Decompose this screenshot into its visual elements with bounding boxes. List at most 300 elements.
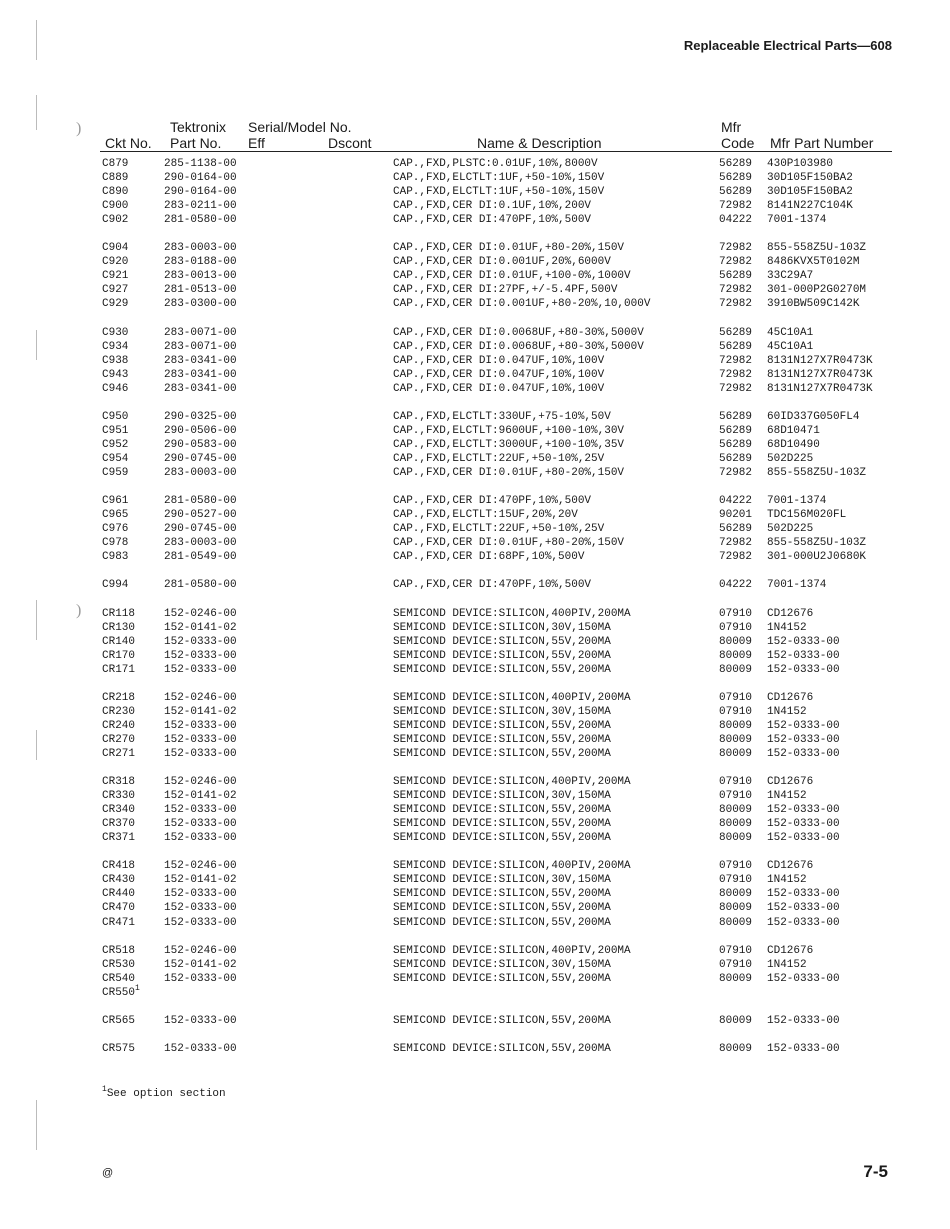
cell-ckt-no: CR430 <box>102 874 136 887</box>
cell-part-no: 152-0141-02 <box>164 874 237 887</box>
cell-ckt-no: C902 <box>102 214 129 227</box>
cell-part-no: 152-0333-00 <box>164 804 237 817</box>
cell-ckt-no: CR575 <box>102 1042 136 1055</box>
table-row <box>0 607 950 621</box>
cell-part-no: 152-0141-02 <box>164 790 237 803</box>
cell-mfr-part-number: 7001-1374 <box>767 579 827 592</box>
cell-mfr-part-number: CD12676 <box>767 607 814 620</box>
cell-ckt-no: CR370 <box>102 818 136 831</box>
margin-paren: ) <box>76 602 82 619</box>
cell-mfr-code: 07910 <box>719 691 753 704</box>
cell-description: SEMICOND DEVICE:SILICON,30V,150MA <box>393 874 611 887</box>
cell-ckt-no: C879 <box>102 158 129 170</box>
cell-ckt-no: CR171 <box>102 663 136 676</box>
cell-part-no: 290-0164-00 <box>164 172 237 185</box>
cell-ckt-no: C904 <box>102 242 129 255</box>
footnote-mark: 1 <box>102 1085 107 1094</box>
table-row <box>0 663 950 677</box>
cell-mfr-part-number: CD12676 <box>767 691 814 704</box>
cell-mfr-part-number: 1N4152 <box>767 705 807 718</box>
cell-mfr-part-number: 1N4152 <box>767 621 807 634</box>
cell-part-no: 290-0583-00 <box>164 438 237 451</box>
cell-description: CAP.,FXD,ELCTLT:9600UF,+100-10%,30V <box>393 424 625 437</box>
cell-ckt-no: C946 <box>102 382 129 395</box>
cell-mfr-code: 56289 <box>719 270 753 283</box>
cell-description: CAP.,FXD,ELCTLT:3000UF,+100-10%,35V <box>393 438 625 451</box>
cell-mfr-code: 80009 <box>719 1014 753 1027</box>
table-row <box>0 255 950 269</box>
cell-description: CAP.,FXD,PLSTC:0.01UF,10%,8000V <box>393 158 598 170</box>
cell-ckt-no: CR518 <box>102 944 136 957</box>
cell-mfr-part-number: 30D105F150BA2 <box>767 172 853 185</box>
cell-part-no: 152-0246-00 <box>164 944 237 957</box>
table-row <box>0 382 950 396</box>
table-row <box>0 368 950 382</box>
page-number: 7-5 <box>863 1162 888 1181</box>
table-row <box>0 621 950 635</box>
table-row <box>0 944 950 958</box>
cell-description: SEMICOND DEVICE:SILICON,55V,200MA <box>393 832 611 845</box>
cell-description: CAP.,FXD,ELCTLT:22UF,+50-10%,25V <box>393 523 605 536</box>
cell-part-no: 283-0341-00 <box>164 354 237 367</box>
cell-part-no: 152-0333-00 <box>164 733 237 746</box>
cell-ckt-no: CR318 <box>102 776 136 789</box>
table-row <box>0 733 950 747</box>
table-row <box>0 873 950 887</box>
cell-mfr-code: 04222 <box>719 214 753 227</box>
cell-mfr-part-number: 1N4152 <box>767 958 807 971</box>
cell-part-no: 283-0003-00 <box>164 242 237 255</box>
cell-part-no: 152-0333-00 <box>164 818 237 831</box>
cell-part-no: 152-0333-00 <box>164 649 237 662</box>
table-row <box>0 536 950 550</box>
cell-mfr-part-number: 7001-1374 <box>767 214 827 227</box>
cell-part-no: 281-0580-00 <box>164 495 237 508</box>
cell-ckt-no: CR140 <box>102 635 136 648</box>
col-mfr-part: Mfr Part Number <box>770 135 874 151</box>
cell-mfr-code: 04222 <box>719 495 753 508</box>
cell-description: SEMICOND DEVICE:SILICON,55V,200MA <box>393 888 611 901</box>
cell-part-no: 281-0513-00 <box>164 284 237 297</box>
cell-ckt-no: C930 <box>102 326 129 339</box>
cell-part-no: 283-0071-00 <box>164 340 237 353</box>
cell-mfr-part-number: 152-0333-00 <box>767 649 840 662</box>
cell-part-no: 152-0141-02 <box>164 958 237 971</box>
cell-part-no: 152-0246-00 <box>164 776 237 789</box>
cell-description: SEMICOND DEVICE:SILICON,55V,200MA <box>393 972 611 985</box>
cell-mfr-code: 80009 <box>719 888 753 901</box>
cell-mfr-code: 56289 <box>719 340 753 353</box>
cell-description: SEMICOND DEVICE:SILICON,55V,200MA <box>393 733 611 746</box>
cell-description: CAP.,FXD,CER DI:0.1UF,10%,200V <box>393 200 592 213</box>
cell-ckt-no: C994 <box>102 579 129 592</box>
footnote-text: See option section <box>106 1088 226 1100</box>
cell-mfr-code: 80009 <box>719 832 753 845</box>
margin-mark <box>36 20 37 60</box>
cell-mfr-code: 80009 <box>719 818 753 831</box>
cell-description: SEMICOND DEVICE:SILICON,55V,200MA <box>393 649 611 662</box>
cell-part-no: 152-0333-00 <box>164 1042 237 1055</box>
cell-mfr-code: 80009 <box>719 719 753 732</box>
table-row <box>0 775 950 789</box>
cell-description: CAP.,FXD,ELCTLT:22UF,+50-10%,25V <box>393 452 605 465</box>
cell-description: SEMICOND DEVICE:SILICON,55V,200MA <box>393 804 611 817</box>
cell-ckt-no: CR271 <box>102 747 136 760</box>
cell-mfr-code: 56289 <box>719 438 753 451</box>
cell-mfr-code: 80009 <box>719 747 753 760</box>
table-row <box>0 649 950 663</box>
cell-description: CAP.,FXD,CER DI:0.047UF,10%,100V <box>393 354 605 367</box>
cell-mfr-code: 72982 <box>719 354 753 367</box>
cell-part-no: 152-0333-00 <box>164 902 237 915</box>
cell-part-no: 283-0341-00 <box>164 382 237 395</box>
table-row <box>0 1042 950 1056</box>
cell-mfr-code: 07910 <box>719 790 753 803</box>
cell-ckt-no: CR340 <box>102 804 136 817</box>
table-row <box>0 635 950 649</box>
cell-description: SEMICOND DEVICE:SILICON,30V,150MA <box>393 621 611 634</box>
cell-part-no: 152-0333-00 <box>164 832 237 845</box>
table-row <box>0 508 950 522</box>
cell-description: CAP.,FXD,ELCTLT:330UF,+75-10%,50V <box>393 410 611 423</box>
cell-ckt-no: CR540 <box>102 972 136 985</box>
table-row <box>0 578 950 592</box>
cell-mfr-code: 07910 <box>719 944 753 957</box>
cell-ckt-no: C934 <box>102 340 129 353</box>
cell-mfr-part-number: 430P103980 <box>767 158 834 170</box>
cell-mfr-part-number: 152-0333-00 <box>767 1014 840 1027</box>
table-row <box>0 916 950 930</box>
footnote <box>102 1085 226 1100</box>
cell-mfr-code: 56289 <box>719 523 753 536</box>
cell-mfr-code: 80009 <box>719 635 753 648</box>
cell-description: SEMICOND DEVICE:SILICON,55V,200MA <box>393 635 611 648</box>
cell-ckt-no: C950 <box>102 410 129 423</box>
table-row <box>0 958 950 972</box>
cell-description: SEMICOND DEVICE:SILICON,30V,150MA <box>393 790 611 803</box>
cell-ckt-no: CR330 <box>102 790 136 803</box>
cell-mfr-code: 56289 <box>719 172 753 185</box>
cell-description: SEMICOND DEVICE:SILICON,55V,200MA <box>393 902 611 915</box>
cell-mfr-code: 56289 <box>719 452 753 465</box>
cell-mfr-part-number: 8141N227C104K <box>767 200 853 213</box>
cell-part-no: 152-0246-00 <box>164 607 237 620</box>
cell-description: SEMICOND DEVICE:SILICON,400PIV,200MA <box>393 691 631 704</box>
cell-ckt-no: $CR550^1$ <box>102 983 140 999</box>
cell-part-no: 283-0003-00 <box>164 537 237 550</box>
cell-part-no: 152-0333-00 <box>164 1014 237 1027</box>
cell-ckt-no: C929 <box>102 298 129 311</box>
cell-part-no: 281-0549-00 <box>164 551 237 564</box>
cell-mfr-part-number: 8131N127X7R0473K <box>767 354 873 367</box>
cell-ckt-no: CR270 <box>102 733 136 746</box>
cell-mfr-part-number: 152-0333-00 <box>767 818 840 831</box>
cell-description: CAP.,FXD,CER DI:0.01UF,+80-20%,150V <box>393 242 625 255</box>
cell-mfr-code: 72982 <box>719 298 753 311</box>
table-row <box>0 241 950 255</box>
cell-mfr-part-number: 30D105F150BA2 <box>767 186 853 199</box>
cell-description: CAP.,FXD,CER DI:0.01UF,+80-20%,150V <box>393 467 625 480</box>
cell-description: CAP.,FXD,ELCTLT:1UF,+50-10%,150V <box>393 172 605 185</box>
cell-part-no: 290-0325-00 <box>164 410 237 423</box>
cell-part-no: 290-0164-00 <box>164 186 237 199</box>
cell-mfr-code: 72982 <box>719 551 753 564</box>
cell-mfr-code: 07910 <box>719 621 753 634</box>
cell-mfr-code: 80009 <box>719 663 753 676</box>
cell-part-no: 283-0013-00 <box>164 270 237 283</box>
cell-mfr-code: 04222 <box>719 579 753 592</box>
cell-mfr-code: 07910 <box>719 607 753 620</box>
cell-description: CAP.,FXD,CER DI:0.047UF,10%,100V <box>393 382 605 395</box>
cell-part-no: 281-0580-00 <box>164 214 237 227</box>
cell-part-no: 290-0745-00 <box>164 523 237 536</box>
cell-mfr-part-number: 502D225 <box>767 523 814 536</box>
cell-ckt-no: CR230 <box>102 705 136 718</box>
cell-mfr-part-number: 33C29A7 <box>767 270 814 283</box>
cell-mfr-part-number: 855-558Z5U-103Z <box>767 537 867 550</box>
cell-mfr-code: 72982 <box>719 200 753 213</box>
cell-description: CAP.,FXD,ELCTLT:15UF,20%,20V <box>393 509 578 522</box>
cell-description: CAP.,FXD,CER DI:0.047UF,10%,100V <box>393 368 605 381</box>
cell-mfr-part-number: 8131N127X7R0473K <box>767 368 873 381</box>
cell-mfr-part-number: 301-000U2J0680K <box>767 551 867 564</box>
cell-mfr-part-number: 152-0333-00 <box>767 902 840 915</box>
cell-mfr-code: 72982 <box>719 256 753 269</box>
cell-description: SEMICOND DEVICE:SILICON,55V,200MA <box>393 719 611 732</box>
table-row <box>0 410 950 424</box>
col-dscont: Dscont <box>328 135 372 151</box>
copyright-symbol: @ <box>102 1167 114 1179</box>
table-row <box>0 494 950 508</box>
table-row <box>0 817 950 831</box>
table-row <box>0 522 950 536</box>
cell-part-no: 152-0246-00 <box>164 860 237 873</box>
cell-mfr-part-number: 152-0333-00 <box>767 733 840 746</box>
cell-ckt-no: CR130 <box>102 621 136 634</box>
cell-ckt-no: CR471 <box>102 916 136 929</box>
cell-description: CAP.,FXD,CER DI:68PF,10%,500V <box>393 551 585 564</box>
cell-mfr-part-number: 855-558Z5U-103Z <box>767 467 867 480</box>
cell-mfr-part-number: 1N4152 <box>767 874 807 887</box>
cell-part-no: 152-0333-00 <box>164 663 237 676</box>
cell-part-no: 283-0003-00 <box>164 467 237 480</box>
parts-table <box>0 157 950 1056</box>
cell-description: SEMICOND DEVICE:SILICON,30V,150MA <box>393 958 611 971</box>
table-row <box>0 283 950 297</box>
cell-mfr-part-number: 60ID337G050FL4 <box>767 410 860 423</box>
table-row <box>0 1014 950 1028</box>
table-row <box>0 157 950 171</box>
cell-description: CAP.,FXD,CER DI:0.001UF,20%,6000V <box>393 256 611 269</box>
cell-description: CAP.,FXD,CER DI:0.01UF,+100-0%,1000V <box>393 270 631 283</box>
cell-mfr-code: 80009 <box>719 649 753 662</box>
cell-mfr-code: 80009 <box>719 916 753 929</box>
cell-mfr-code: 07910 <box>719 860 753 873</box>
table-row <box>0 297 950 311</box>
cell-ckt-no: CR170 <box>102 649 136 662</box>
cell-mfr-code: 56289 <box>719 186 753 199</box>
cell-part-no: 283-0071-00 <box>164 326 237 339</box>
cell-ckt-no: C927 <box>102 284 129 297</box>
cell-mfr-part-number: 152-0333-00 <box>767 747 840 760</box>
cell-part-no: 152-0333-00 <box>164 916 237 929</box>
cell-mfr-part-number: 152-0333-00 <box>767 916 840 929</box>
cell-description: CAP.,FXD,CER DI:470PF,10%,500V <box>393 214 592 227</box>
col-tek-part: Part No. <box>170 135 222 151</box>
table-row <box>0 424 950 438</box>
cell-mfr-code: 07910 <box>719 776 753 789</box>
cell-description: CAP.,FXD,CER DI:0.001UF,+80-20%,10,000V <box>393 298 651 311</box>
table-row <box>0 466 950 480</box>
col-tek-label: Tektronix <box>170 119 227 135</box>
table-row <box>0 747 950 761</box>
cell-mfr-code: 80009 <box>719 804 753 817</box>
cell-mfr-part-number: 301-000P2G0270M <box>767 284 867 297</box>
cell-mfr-part-number: CD12676 <box>767 944 814 957</box>
cell-part-no: 285-1138-00 <box>164 158 237 170</box>
table-row <box>0 859 950 873</box>
table-row <box>0 789 950 803</box>
cell-part-no: 152-0333-00 <box>164 635 237 648</box>
table-row <box>0 901 950 915</box>
cell-description: SEMICOND DEVICE:SILICON,400PIV,200MA <box>393 860 631 873</box>
table-row <box>0 887 950 901</box>
col-serial: Serial/Model No. <box>248 119 352 135</box>
table-row <box>0 705 950 719</box>
table-row <box>0 550 950 564</box>
cell-mfr-code: 72982 <box>719 537 753 550</box>
cell-mfr-part-number: 152-0333-00 <box>767 719 840 732</box>
table-row <box>0 185 950 199</box>
cell-part-no: 283-0341-00 <box>164 368 237 381</box>
cell-description: CAP.,FXD,CER DI:470PF,10%,500V <box>393 495 592 508</box>
cell-ckt-no: CR565 <box>102 1014 136 1027</box>
cell-ckt-no: CR240 <box>102 719 136 732</box>
margin-mark <box>36 95 37 130</box>
cell-description: CAP.,FXD,CER DI:470PF,10%,500V <box>393 579 592 592</box>
cell-mfr-code: 56289 <box>719 326 753 339</box>
cell-description: CAP.,FXD,CER DI:27PF,+/-5.4PF,500V <box>393 284 618 297</box>
cell-ckt-no: C954 <box>102 452 129 465</box>
cell-description: SEMICOND DEVICE:SILICON,55V,200MA <box>393 1014 611 1027</box>
cell-ckt-no: C921 <box>102 270 129 283</box>
cell-mfr-part-number: TDC156M020FL <box>767 509 847 522</box>
cell-ckt-no: CR218 <box>102 691 136 704</box>
margin-mark <box>36 1100 37 1150</box>
cell-mfr-code: 07910 <box>719 958 753 971</box>
col-eff: Eff <box>248 135 265 151</box>
table-row <box>0 340 950 354</box>
table-row <box>0 803 950 817</box>
cell-mfr-code: 56289 <box>719 424 753 437</box>
cell-ckt-no: C965 <box>102 509 129 522</box>
cell-mfr-part-number: CD12676 <box>767 860 814 873</box>
table-row <box>0 831 950 845</box>
cell-ckt-no: C890 <box>102 186 129 199</box>
cell-mfr-code: 80009 <box>719 1042 753 1055</box>
cell-part-no: 152-0333-00 <box>164 747 237 760</box>
cell-description: SEMICOND DEVICE:SILICON,55V,200MA <box>393 916 611 929</box>
cell-part-no: 152-0333-00 <box>164 972 237 985</box>
cell-mfr-code: 80009 <box>719 733 753 746</box>
cell-mfr-part-number: 45C10A1 <box>767 340 814 353</box>
cell-mfr-part-number: 152-0333-00 <box>767 804 840 817</box>
cell-mfr-code: 72982 <box>719 368 753 381</box>
cell-description: SEMICOND DEVICE:SILICON,30V,150MA <box>393 705 611 718</box>
cell-description: SEMICOND DEVICE:SILICON,55V,200MA <box>393 818 611 831</box>
cell-description: SEMICOND DEVICE:SILICON,55V,200MA <box>393 1042 611 1055</box>
cell-mfr-part-number: 152-0333-00 <box>767 888 840 901</box>
cell-mfr-part-number: 45C10A1 <box>767 326 814 339</box>
cell-part-no: 290-0527-00 <box>164 509 237 522</box>
table-row <box>0 983 950 1000</box>
cell-mfr-code: 07910 <box>719 874 753 887</box>
cell-mfr-part-number: 1N4152 <box>767 790 807 803</box>
cell-description: SEMICOND DEVICE:SILICON,400PIV,200MA <box>393 607 631 620</box>
cell-part-no: 283-0300-00 <box>164 298 237 311</box>
cell-mfr-part-number: 502D225 <box>767 452 814 465</box>
margin-paren: ) <box>76 120 82 137</box>
cell-description: CAP.,FXD,ELCTLT:1UF,+50-10%,150V <box>393 186 605 199</box>
cell-part-no: 290-0506-00 <box>164 424 237 437</box>
cell-mfr-part-number: 152-0333-00 <box>767 635 840 648</box>
cell-description: CAP.,FXD,CER DI:0.0068UF,+80-30%,5000V <box>393 326 644 339</box>
cell-part-no: 152-0333-00 <box>164 888 237 901</box>
col-mfr-code: Code <box>721 135 755 151</box>
cell-ckt-no: CR371 <box>102 832 136 845</box>
cell-ckt-no: CR470 <box>102 902 136 915</box>
cell-mfr-code: 90201 <box>719 509 753 522</box>
cell-mfr-code: 80009 <box>719 972 753 985</box>
cell-mfr-code: 07910 <box>719 705 753 718</box>
table-row <box>0 326 950 340</box>
table-row <box>0 171 950 185</box>
page-header: Replaceable Electrical Parts—608 <box>683 38 892 53</box>
footnote-ref: 1 <box>135 983 140 993</box>
cell-mfr-part-number: 152-0333-00 <box>767 832 840 845</box>
cell-ckt-no: CR530 <box>102 958 136 971</box>
cell-part-no: 152-0333-00 <box>164 719 237 732</box>
cell-mfr-part-number: 68D10490 <box>767 438 820 451</box>
cell-mfr-part-number: CD12676 <box>767 776 814 789</box>
cell-mfr-code: 56289 <box>719 410 753 423</box>
cell-part-no: 152-0141-02 <box>164 705 237 718</box>
cell-ckt-no: C889 <box>102 172 129 185</box>
cell-part-no: 283-0188-00 <box>164 256 237 269</box>
cell-mfr-part-number: 152-0333-00 <box>767 1042 840 1055</box>
table-row <box>0 199 950 213</box>
cell-ckt-no: C959 <box>102 467 129 480</box>
cell-mfr-code: 80009 <box>719 902 753 915</box>
cell-ckt-no: C938 <box>102 354 129 367</box>
cell-ckt-no: C978 <box>102 537 129 550</box>
cell-part-no: 152-0246-00 <box>164 691 237 704</box>
cell-mfr-code: 72982 <box>719 382 753 395</box>
table-row <box>0 452 950 466</box>
cell-description: SEMICOND DEVICE:SILICON,55V,200MA <box>393 747 611 760</box>
cell-mfr-part-number: 8131N127X7R0473K <box>767 382 873 395</box>
cell-part-no: 152-0141-02 <box>164 621 237 634</box>
table-row <box>0 438 950 452</box>
cell-description: CAP.,FXD,CER DI:0.01UF,+80-20%,150V <box>393 537 625 550</box>
cell-mfr-code: 56289 <box>719 158 753 170</box>
table-row <box>0 972 950 986</box>
cell-mfr-part-number: 3910BW509C142K <box>767 298 860 311</box>
table-row <box>0 269 950 283</box>
cell-ckt-no: C900 <box>102 200 129 213</box>
cell-part-no: 281-0580-00 <box>164 579 237 592</box>
col-name-desc: Name & Description <box>477 135 602 151</box>
